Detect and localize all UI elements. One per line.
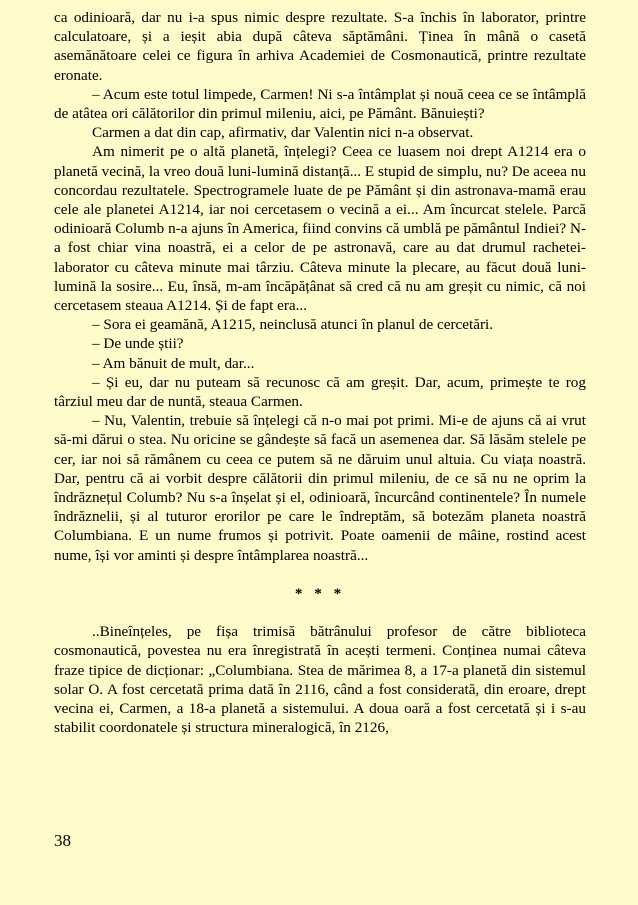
paragraph-wedding-gift: – Și eu, dar nu puteam să recunosc că am greșit. Dar, acum, primește te rog târziul meu dar de nuntă, steaua Carmen. [54,373,586,411]
paragraph-carmen-nods: Carmen a dat din cap, afirmativ, dar Valentin nici n-a observat. [92,124,474,142]
page-body [54,8,586,737]
paragraph-closing: ..Bineînțeles, pe fișa trimisă bătrânului profesor de către biblioteca cosmonautică, povestea nu era înregistrată în acești termeni. Conținea numai câteva fraze tipice de dicționar: „Columbiana. Stea de mărimea 8, a 17-a planetă din sistemul solar O. A fost cercetată prima dată în 2116, când a fost considerată, din eroare, drept vecina ei, Carmen, a 18-a planetă a sistemului. A doua oară a fost cercetată și i s-au stabilit coordonatele și structura mineralogică, în 2126, [54,623,586,737]
paragraph-continuation: ca odinioară, dar nu i-a spus nimic despre rezultate. S-a închis în laborator, printre calculatoare, și a ieșit abia după câteva săptămâni. Ținea în mână o casetă asemănătoare celei ce figura în arhiva Academiei de Cosmonautică, printre rezultate eronate. [54,9,586,84]
paragraph-how-know: – De unde știi? [92,335,184,353]
paragraph-dialogue-valentin: – Acum este totul limpede, Carmen! Ni s-a întâmplat și nouă ceea ce se întâmplă de atâtea ori călătorilor din primul mileniu, aici, pe Pământ. Bănuiești? [54,85,586,123]
section-separator: * * * [294,584,346,602]
paragraph-columbiana: – Nu, Valentin, trebuie să înțelegi că n-o mai pot primi. Mi-e de ajuns că ai vrut să-mi dărui o stea. Nu oricine se gândește să facă un asemenea dar. Să lăsăm stelele pe cer, iar noi să rămânem cu ceea ce putem să ne dăruim unul altuia. Cu viața noastră. Dar, pentru că ai vorbit despre călătorii din primul mileniu, de ce să nu ne oprim la îndrăznețul Columb? Nu s-a înșelat și el, odinioară, încurcând continentele? În numele îndrăznelii, și al tuturor erorilor pe care le îndreptăm, să botezăm planeta noastră Columbiana. E un nume frumos și potrivit. Poate oamenii de mâine, rostind acest nume, își vor aminti și despre întâmplarea noastră... [54,412,586,564]
paragraph-wrong-planet: Am nimerit pe o altă planetă, înțelegi? Ceea ce luasem noi drept A1214 era o planetă vecină, la vreo două luni-lumină distanță... E stupid de simplu, nu? De aceea nu concordau rezultatele. Spectrogramele luate de pe Pământ și din astronava-mamă erau cele ale planetei A1214, iar noi cercetasem o vecină a ei... Am încurcat stelele. Parcă odinioară Columb n-a ajuns în America, fiind convins că umblă pe pământul Indiei? N-a fost chiar vina noastră, ei a celor de pe astronavă, care au dat drumul rachetei-laborator cu câteva minute mai târziu. Câteva minute la plecare, au făcut două luni-lumină la sosire... Eu, însă, m-am încăpățânat să cred că nu am greșit cu nimic, că noi cercetasem steaua A1214. Și de fapt era... [54,143,586,315]
paragraph-twin-sister: – Sora ei geamănă, A1215, neinclusă atunci în planul de cercetări. [92,316,494,334]
page-number: 38 [54,831,71,850]
paragraph-suspected: – Am bănuit de mult, dar... [92,354,255,372]
